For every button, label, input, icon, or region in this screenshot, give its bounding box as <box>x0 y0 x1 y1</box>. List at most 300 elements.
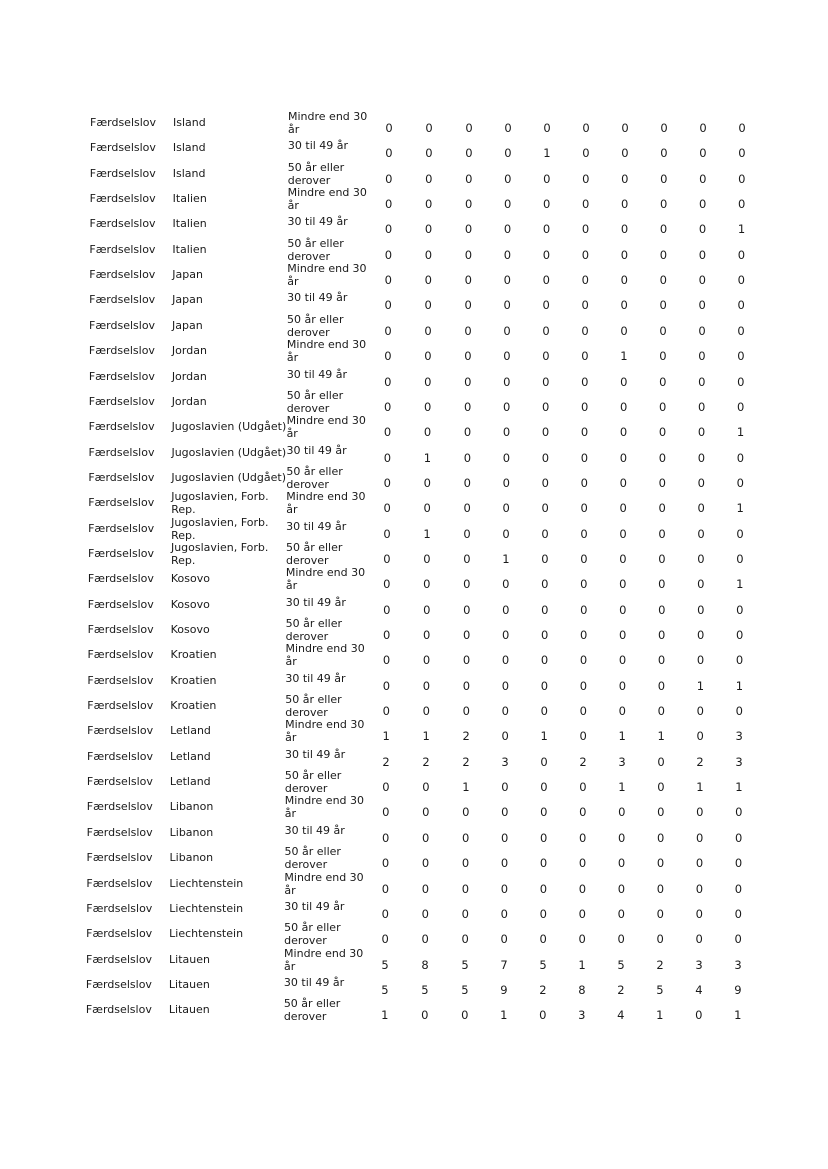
value-cell: 0 <box>734 932 742 947</box>
value-cell: 0 <box>383 501 391 516</box>
value-cell: 0 <box>735 704 743 719</box>
age-group-cell: Mindre end 30 år <box>284 870 364 897</box>
value-cell: 2 <box>579 754 587 769</box>
value-cell: 1 <box>736 501 744 516</box>
law-cell: Færdselslov <box>88 496 155 510</box>
value-cell: 1 <box>736 577 744 592</box>
age-group-cell: 50 år eller derover <box>285 617 343 643</box>
value-cell: 0 <box>384 247 393 262</box>
value-cell: 0 <box>578 881 587 896</box>
law-cell: Færdselslov <box>87 673 154 687</box>
value-cell: 0 <box>620 273 628 288</box>
law-cell: Færdselslov <box>87 724 154 738</box>
value-cell: 0 <box>695 856 704 871</box>
value-cell: 0 <box>618 704 626 719</box>
value-cell: 0 <box>462 805 470 820</box>
value-cell: 0 <box>503 349 511 364</box>
value-cell: 0 <box>697 425 706 440</box>
table-row <box>0 465 826 491</box>
value-cell: 0 <box>695 830 704 845</box>
value-cell: 0 <box>656 856 665 871</box>
law-cell: Færdselslov <box>85 1003 152 1017</box>
value-cell: 0 <box>501 704 509 719</box>
value-cell: 0 <box>385 146 393 161</box>
value-cell: 0 <box>697 551 705 566</box>
value-cell: 0 <box>734 856 743 871</box>
table-row <box>0 364 827 390</box>
age-group-cell: 50 år eller derover <box>287 312 344 339</box>
value-cell: 0 <box>696 704 704 719</box>
value-cell: 1 <box>381 1008 389 1023</box>
value-cell: 0 <box>424 222 433 237</box>
table-row <box>0 718 825 744</box>
law-cell: Færdselslov <box>89 217 156 231</box>
table-row <box>0 972 824 998</box>
value-cell: 0 <box>384 197 393 212</box>
value-cell: 0 <box>541 551 549 566</box>
value-cell: 0 <box>579 729 587 744</box>
age-group-cell: 30 til 49 år <box>287 291 348 305</box>
value-cell: 0 <box>657 805 665 820</box>
value-cell: 0 <box>698 298 706 313</box>
value-cell: 5 <box>421 982 429 997</box>
table-row <box>0 921 824 947</box>
value-cell: 0 <box>464 222 473 237</box>
value-cell: 0 <box>579 780 587 795</box>
table-row <box>0 693 825 719</box>
value-cell: 0 <box>658 551 666 566</box>
value-cell: 0 <box>423 602 431 617</box>
age-group-cell: 30 til 49 år <box>285 595 346 609</box>
table-row <box>0 186 828 212</box>
value-cell: 4 <box>617 1008 625 1023</box>
value-cell: 0 <box>422 678 431 693</box>
value-cell: 0 <box>464 273 472 288</box>
country-cell: Liechtenstein <box>169 901 244 915</box>
value-cell: 0 <box>618 805 626 820</box>
value-cell: 0 <box>582 146 590 161</box>
value-cell: 1 <box>543 146 551 161</box>
value-cell: 1 <box>734 1008 742 1023</box>
law-cell: Færdselslov <box>90 116 157 129</box>
value-cell: 0 <box>695 1008 703 1023</box>
table-row <box>0 287 827 313</box>
value-cell: 0 <box>619 475 627 490</box>
age-group-cell: 30 til 49 år <box>283 975 345 989</box>
value-cell: 0 <box>697 475 705 490</box>
value-cell: 0 <box>503 247 512 262</box>
law-cell: Færdselslov <box>88 344 155 358</box>
value-cell: 0 <box>736 450 745 465</box>
country-cell: Jugoslavien (Udgået) <box>171 420 287 434</box>
country-cell: Island <box>172 166 206 180</box>
table-row <box>0 541 826 567</box>
value-cell: 0 <box>384 222 393 237</box>
country-cell: Island <box>172 141 206 155</box>
law-cell: Færdselslov <box>89 242 156 256</box>
value-cell: 3 <box>735 754 743 769</box>
age-group-cell: Mindre end 30 år <box>286 414 366 441</box>
table-row <box>0 440 826 466</box>
value-cell: 0 <box>504 171 512 186</box>
value-cell: 0 <box>581 247 590 262</box>
value-cell: 0 <box>699 121 707 135</box>
value-cell: 0 <box>619 501 627 516</box>
value-cell: 0 <box>425 121 433 135</box>
value-cell: 0 <box>540 653 549 668</box>
value-cell: 1 <box>423 450 432 465</box>
value-cell: 0 <box>462 678 471 693</box>
country-cell: Kroatien <box>170 699 217 713</box>
country-cell: Japan <box>172 293 203 307</box>
value-cell: 0 <box>581 222 590 237</box>
value-cell: 0 <box>423 475 431 490</box>
age-group-cell: Mindre end 30 år <box>284 946 364 973</box>
value-cell: 2 <box>422 754 430 769</box>
value-cell: 0 <box>502 577 510 592</box>
age-group-cell: Mindre end 30 år <box>287 186 367 213</box>
value-cell: 0 <box>656 881 665 896</box>
table-row <box>0 566 826 592</box>
value-cell: 0 <box>620 298 628 313</box>
value-cell: 0 <box>384 349 392 364</box>
value-cell: 0 <box>581 197 590 212</box>
value-cell: 0 <box>382 628 391 642</box>
value-cell: 0 <box>697 526 705 541</box>
value-cell: 0 <box>658 475 666 490</box>
value-cell: 0 <box>502 450 511 465</box>
value-cell: 0 <box>578 932 586 947</box>
value-cell: 0 <box>619 577 627 592</box>
value-cell: 0 <box>736 551 744 566</box>
value-cell: 5 <box>461 982 469 997</box>
law-cell: Færdselslov <box>86 901 153 915</box>
value-cell: 0 <box>698 197 707 212</box>
table-row <box>0 997 824 1023</box>
value-cell: 0 <box>462 653 471 668</box>
value-cell: 0 <box>658 450 667 465</box>
value-cell: 0 <box>384 399 392 414</box>
age-group-cell: 50 år eller derover <box>287 160 345 187</box>
law-cell: Færdselslov <box>88 394 155 408</box>
value-cell: 0 <box>504 121 512 135</box>
table-row <box>0 871 824 897</box>
table-row <box>0 642 825 668</box>
law-cell: Færdselslov <box>87 572 154 586</box>
value-cell: 0 <box>463 425 472 440</box>
country-cell: Italien <box>172 242 207 256</box>
age-group-cell: 30 til 49 år <box>286 443 347 457</box>
table-row <box>0 769 825 795</box>
value-cell: 0 <box>421 932 429 947</box>
age-group-cell: 30 til 49 år <box>287 139 349 153</box>
value-cell: 2 <box>462 729 470 744</box>
value-cell: 0 <box>542 222 551 237</box>
value-cell: 1 <box>502 551 510 566</box>
value-cell: 0 <box>658 526 666 541</box>
value-cell: 0 <box>578 906 586 921</box>
value-cell: 0 <box>503 399 511 414</box>
value-cell: 0 <box>619 551 627 566</box>
table-row <box>0 110 828 136</box>
value-cell: 0 <box>737 349 745 364</box>
value-cell: 8 <box>421 957 429 972</box>
value-cell: 0 <box>580 577 588 592</box>
country-cell: Libanon <box>169 825 214 839</box>
table-row <box>0 237 827 263</box>
age-group-cell: 50 år eller derover <box>286 464 343 491</box>
value-cell: 0 <box>464 298 472 313</box>
value-cell: 0 <box>424 374 432 389</box>
age-group-cell: 30 til 49 år <box>287 215 348 229</box>
value-cell: 3 <box>734 957 742 972</box>
value-cell: 0 <box>541 501 549 516</box>
value-cell: 0 <box>659 222 668 237</box>
age-group-cell: Mindre end 30 år <box>288 110 368 136</box>
age-group-cell: Mindre end 30 år <box>286 490 366 517</box>
value-cell: 0 <box>540 704 548 719</box>
law-cell: Færdselslov <box>88 369 155 383</box>
value-cell: 1 <box>382 729 390 744</box>
age-group-cell: Mindre end 30 år <box>285 642 365 669</box>
age-group-cell: 50 år eller derover <box>285 540 343 567</box>
law-cell: Færdselslov <box>87 699 154 713</box>
value-cell: 0 <box>621 121 629 135</box>
law-cell: Færdselslov <box>86 775 153 789</box>
value-cell: 0 <box>424 399 432 414</box>
value-cell: 0 <box>737 197 746 212</box>
value-cell: 0 <box>461 906 469 921</box>
value-cell: 0 <box>543 171 551 186</box>
country-cell: Jordan <box>171 344 207 358</box>
value-cell: 0 <box>580 425 589 440</box>
country-cell: Liechtenstein <box>169 927 244 941</box>
value-cell: 0 <box>425 146 433 161</box>
value-cell: 0 <box>580 475 588 490</box>
value-cell: 0 <box>464 197 473 212</box>
value-cell: 0 <box>502 425 511 440</box>
law-cell: Færdselslov <box>88 470 155 484</box>
value-cell: 2 <box>539 982 547 997</box>
value-cell: 3 <box>578 1008 586 1023</box>
country-cell: Jugoslavien, Forb. Rep. <box>171 490 269 517</box>
value-cell: 0 <box>698 323 706 338</box>
law-cell: Færdselslov <box>88 521 155 535</box>
value-cell: 0 <box>503 323 511 338</box>
age-group-cell: 30 til 49 år <box>284 899 345 913</box>
value-cell: 0 <box>657 628 666 642</box>
value-cell: 0 <box>581 374 589 389</box>
age-group-cell: 30 til 49 år <box>285 671 346 685</box>
value-cell: 0 <box>383 577 391 592</box>
value-cell: 0 <box>542 247 551 262</box>
law-cell: Færdselslov <box>87 749 154 763</box>
value-cell: 0 <box>464 323 472 338</box>
value-cell: 0 <box>735 628 744 642</box>
value-cell: 0 <box>621 146 629 161</box>
value-cell: 0 <box>539 856 548 871</box>
value-cell: 0 <box>381 856 390 871</box>
value-cell: 3 <box>501 754 509 769</box>
age-group-cell: 50 år eller derover <box>284 845 341 872</box>
country-cell: Japan <box>172 268 203 282</box>
value-cell: 1 <box>500 1008 508 1023</box>
value-cell: 0 <box>500 856 509 871</box>
law-cell: Færdselslov <box>86 927 153 941</box>
value-cell: 0 <box>383 526 391 541</box>
value-cell: 0 <box>734 881 743 896</box>
value-cell: 0 <box>465 171 473 186</box>
table-row <box>0 135 828 161</box>
value-cell: 1 <box>620 349 628 364</box>
law-cell: Færdselslov <box>89 141 156 155</box>
value-cell: 0 <box>423 501 431 516</box>
value-cell: 0 <box>384 323 392 338</box>
law-cell: Færdselslov <box>89 166 156 180</box>
value-cell: 0 <box>424 247 433 262</box>
value-cell: 0 <box>698 399 706 414</box>
table-row <box>0 338 827 364</box>
country-cell: Libanon <box>169 800 214 814</box>
value-cell: 0 <box>578 830 587 845</box>
law-cell: Færdselslov <box>86 825 153 839</box>
value-cell: 0 <box>657 780 665 795</box>
value-cell: 0 <box>737 247 746 262</box>
law-cell: Færdselslov <box>88 420 155 434</box>
value-cell: 0 <box>737 323 745 338</box>
value-cell: 0 <box>383 450 392 465</box>
country-cell: Libanon <box>169 851 214 865</box>
value-cell: 0 <box>580 501 588 516</box>
value-cell: 3 <box>618 754 626 769</box>
age-group-cell: 50 år eller derover <box>284 921 341 948</box>
value-cell: 0 <box>695 881 704 896</box>
value-cell: 0 <box>423 551 431 566</box>
value-cell: 0 <box>658 501 666 516</box>
value-cell: 0 <box>581 399 589 414</box>
value-cell: 0 <box>734 830 743 845</box>
value-cell: 0 <box>463 475 471 490</box>
value-cell: 1 <box>423 526 431 541</box>
value-cell: 0 <box>542 298 550 313</box>
value-cell: 0 <box>581 298 589 313</box>
value-cell: 0 <box>656 906 664 921</box>
law-cell: Færdselslov <box>87 648 154 662</box>
value-cell: 0 <box>421 830 430 845</box>
law-cell: Færdselslov <box>89 192 156 206</box>
value-cell: 0 <box>461 856 470 871</box>
value-cell: 0 <box>385 171 393 186</box>
value-cell: 1 <box>735 780 743 795</box>
value-cell: 0 <box>462 704 470 719</box>
value-cell: 9 <box>500 982 508 997</box>
law-cell: Færdselslov <box>86 851 153 865</box>
value-cell: 0 <box>617 932 625 947</box>
value-cell: 0 <box>542 399 550 414</box>
value-cell: 1 <box>618 780 626 795</box>
country-cell: Italien <box>172 217 207 231</box>
table-row <box>0 262 827 288</box>
value-cell: 0 <box>464 374 472 389</box>
law-cell: Færdselslov <box>86 876 153 890</box>
value-cell: 0 <box>381 830 390 845</box>
age-group-cell: 50 år eller derover <box>287 236 344 263</box>
value-cell: 1 <box>540 729 548 744</box>
value-cell: 0 <box>619 425 628 440</box>
value-cell: 0 <box>697 577 705 592</box>
value-cell: 0 <box>659 298 667 313</box>
value-cell: 0 <box>464 349 472 364</box>
value-cell: 0 <box>382 704 390 719</box>
value-cell: 0 <box>658 425 667 440</box>
value-cell: 0 <box>738 171 746 186</box>
value-cell: 0 <box>541 577 549 592</box>
value-cell: 0 <box>541 602 549 617</box>
table-row <box>0 668 825 694</box>
value-cell: 0 <box>424 273 432 288</box>
value-cell: 0 <box>463 501 471 516</box>
value-cell: 0 <box>502 602 510 617</box>
value-cell: 0 <box>464 399 472 414</box>
value-cell: 0 <box>579 805 587 820</box>
value-cell: 1 <box>735 678 744 693</box>
value-cell: 0 <box>539 881 548 896</box>
country-cell: Kroatien <box>170 648 217 662</box>
table-row <box>0 820 825 846</box>
value-cell: 0 <box>540 780 548 795</box>
value-cell: 0 <box>465 146 473 161</box>
value-cell: 0 <box>543 121 551 135</box>
value-cell: 0 <box>657 704 665 719</box>
value-cell: 0 <box>542 349 550 364</box>
value-cell: 0 <box>463 450 472 465</box>
value-cell: 0 <box>381 932 389 947</box>
value-cell: 0 <box>503 273 511 288</box>
table-row <box>0 947 824 973</box>
value-cell: 1 <box>736 425 745 440</box>
country-cell: Kroatien <box>170 673 217 687</box>
value-cell: 0 <box>617 906 625 921</box>
value-cell: 5 <box>461 957 469 972</box>
value-cell: 0 <box>502 501 510 516</box>
value-cell: 9 <box>734 982 742 997</box>
value-cell: 0 <box>737 273 745 288</box>
age-group-cell: 50 år eller derover <box>286 388 344 415</box>
value-cell: 0 <box>383 551 391 566</box>
value-cell: 0 <box>424 197 433 212</box>
value-cell: 0 <box>382 653 391 668</box>
value-cell: 0 <box>699 146 707 161</box>
value-cell: 0 <box>660 146 668 161</box>
value-cell: 0 <box>542 323 550 338</box>
value-cell: 0 <box>697 602 705 617</box>
age-group-cell: 50 år eller derover <box>285 693 342 720</box>
law-cell: Færdselslov <box>87 546 154 560</box>
table-row <box>0 161 828 187</box>
value-cell: 0 <box>422 653 431 668</box>
value-cell: 0 <box>463 551 471 566</box>
value-cell: 0 <box>659 399 667 414</box>
value-cell: 1 <box>578 957 586 972</box>
country-cell: Litauen <box>168 977 210 991</box>
value-cell: 0 <box>621 171 629 186</box>
value-cell: 1 <box>618 729 626 744</box>
value-cell: 0 <box>659 374 667 389</box>
value-cell: 0 <box>656 932 664 947</box>
value-cell: 8 <box>578 982 586 997</box>
value-cell: 0 <box>501 805 509 820</box>
country-cell: Litauen <box>169 952 210 966</box>
